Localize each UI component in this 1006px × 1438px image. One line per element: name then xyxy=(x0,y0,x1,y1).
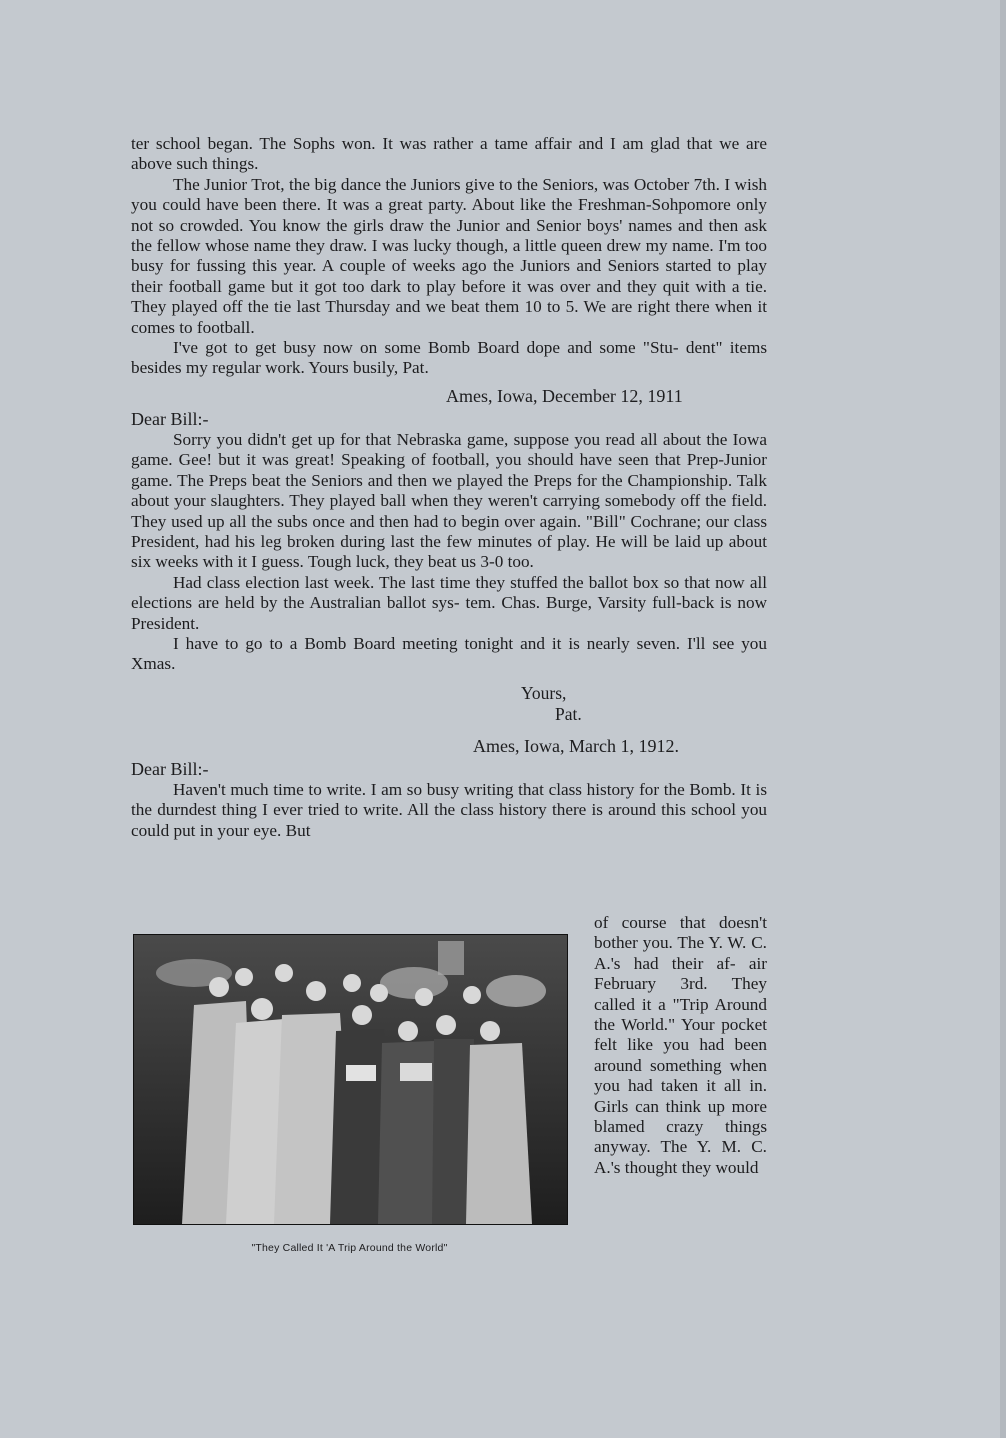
text-line: then we played the Preps for the Championship. Talk about your xyxy=(131,470,768,511)
text-line: ballot box so that now all elections are held by the Australian ballot sys- xyxy=(131,572,767,613)
text-line: something when you xyxy=(594,1055,768,1096)
letter3-dateline: Ames, Iowa, March 1, 1912. xyxy=(473,735,679,756)
letter2-signature: Pat. xyxy=(555,703,582,724)
letter2-paragraph-1 xyxy=(131,430,767,573)
group-photo xyxy=(133,934,568,1225)
text-line: name. I'm too busy for fussing this year. A couple of weeks ago the xyxy=(131,236,767,276)
text-line: The Y. W. C. xyxy=(677,933,767,953)
text-line: Haven't much time to write. I am so busy writing that class history xyxy=(173,779,635,799)
text-line: About like the Freshman-Sohpomore only not so crowded. You know the xyxy=(131,195,767,235)
text-line: I have to go to a Bomb Board meeting tonight and it is nearly seven. xyxy=(173,633,681,653)
letter2-paragraph-3 xyxy=(131,634,767,675)
text-line: glad that we are above such things. xyxy=(131,134,768,174)
letter3-salutation: Dear Bill:- xyxy=(131,758,209,779)
text-line: of course that doesn't xyxy=(594,913,767,932)
text-line: ter school began. The Sophs won. It was rather a tame affair and I am xyxy=(131,134,644,153)
text-line: had been around xyxy=(594,1035,767,1075)
text-line: World." Your xyxy=(621,1015,715,1035)
text-line: Juniors and Seniors started to play their football game but it got too dark xyxy=(131,256,768,296)
text-line: class history there is around this school you could put in your eye. But xyxy=(131,800,768,840)
text-line: Tough luck, they beat us 3-0 too. xyxy=(307,552,534,572)
letter1-paragraph-3 xyxy=(131,338,767,379)
text-line: had taken it all in. xyxy=(627,1076,767,1096)
text-line: for the Bomb. It is the durndest thing I ever tried to write. All the xyxy=(131,779,768,820)
text-line: Sorry you didn't get up for that Nebraska game, suppose you read all xyxy=(173,429,658,449)
text-line: The Junior Trot, the big dance the Juniors give to the Seniors, was xyxy=(173,174,630,194)
photo-caption: "They Called It 'A Trip Around the World" xyxy=(251,1242,448,1254)
letter-column xyxy=(131,134,767,841)
text-line: thought they would xyxy=(624,1157,759,1177)
text-line: October 7th. I wish you could have been there. It was a great party. xyxy=(131,174,768,215)
letter1-paragraph-1 xyxy=(131,134,767,175)
text-line: dent" items besides my regular work. Yours busily, Pat. xyxy=(131,338,768,378)
text-line: more blamed crazy xyxy=(594,1096,767,1137)
text-line: things anyway. The xyxy=(594,1117,768,1157)
letter2-salutation: Dear Bill:- xyxy=(131,408,209,429)
text-line: the field. They used up all the subs once and then had to begin over again. xyxy=(131,491,767,531)
text-line: comes to football. xyxy=(131,317,255,337)
text-line: tie last Thursday and we beat them 10 to 5. We are right there when it xyxy=(274,297,768,317)
text-line: about the Iowa game. Gee! but it was great! Speaking of football, you xyxy=(131,429,768,470)
text-line: to play before it was over and they quit with a tie. They played off the xyxy=(131,276,767,317)
text-line: Y. M. C. A.'s xyxy=(594,1137,767,1177)
text-line: girls draw the Junior and Senior boys' names and then ask the fellow xyxy=(131,215,767,256)
text-line: "Trip Around the xyxy=(594,994,767,1035)
text-line: bother you. xyxy=(594,933,673,953)
letter2-dateline: Ames, Iowa, December 12, 1911 xyxy=(446,385,683,406)
text-line: Had class election last week. The last time they stuffed the xyxy=(173,572,584,592)
text-line: Girls can think up xyxy=(594,1096,725,1116)
letter3-side-column xyxy=(594,913,767,1178)
letter2-closing: Yours, xyxy=(521,682,567,703)
text-line: should have seen that Prep-Junior game. The Preps beat the Seniors and xyxy=(131,450,767,490)
costume-party-photo-icon xyxy=(134,935,567,1224)
letter1-paragraph-2 xyxy=(131,175,767,338)
text-line: whose name they draw. I was lucky though, a little queen drew my xyxy=(205,236,668,256)
text-line: tem. Chas. Burge, Varsity full-back is now President. xyxy=(131,593,768,633)
text-line: pocket felt like you xyxy=(594,1015,768,1055)
letter3-paragraph-1 xyxy=(131,780,767,841)
page-edge xyxy=(1000,0,1006,1438)
text-line: slaughters. They played ball when they weren't carrying somebody off xyxy=(210,491,701,511)
text-line: They called it a xyxy=(594,974,767,1014)
text-line: I'll see you Xmas. xyxy=(131,633,767,674)
text-line: I've got to get busy now on some Bomb Board dope and some "Stu- xyxy=(173,338,679,358)
letter3-side-text xyxy=(594,913,767,1178)
letter2-paragraph-2 xyxy=(131,573,767,634)
text-line: "Bill" Cochrane; our class President, had his leg broken during last the few xyxy=(131,511,768,551)
text-line: A.'s had their af- xyxy=(594,953,736,973)
text-line: air February 3rd. xyxy=(594,953,768,994)
text-line: minutes of play. He will be laid up about six weeks with it I guess. xyxy=(131,531,767,572)
